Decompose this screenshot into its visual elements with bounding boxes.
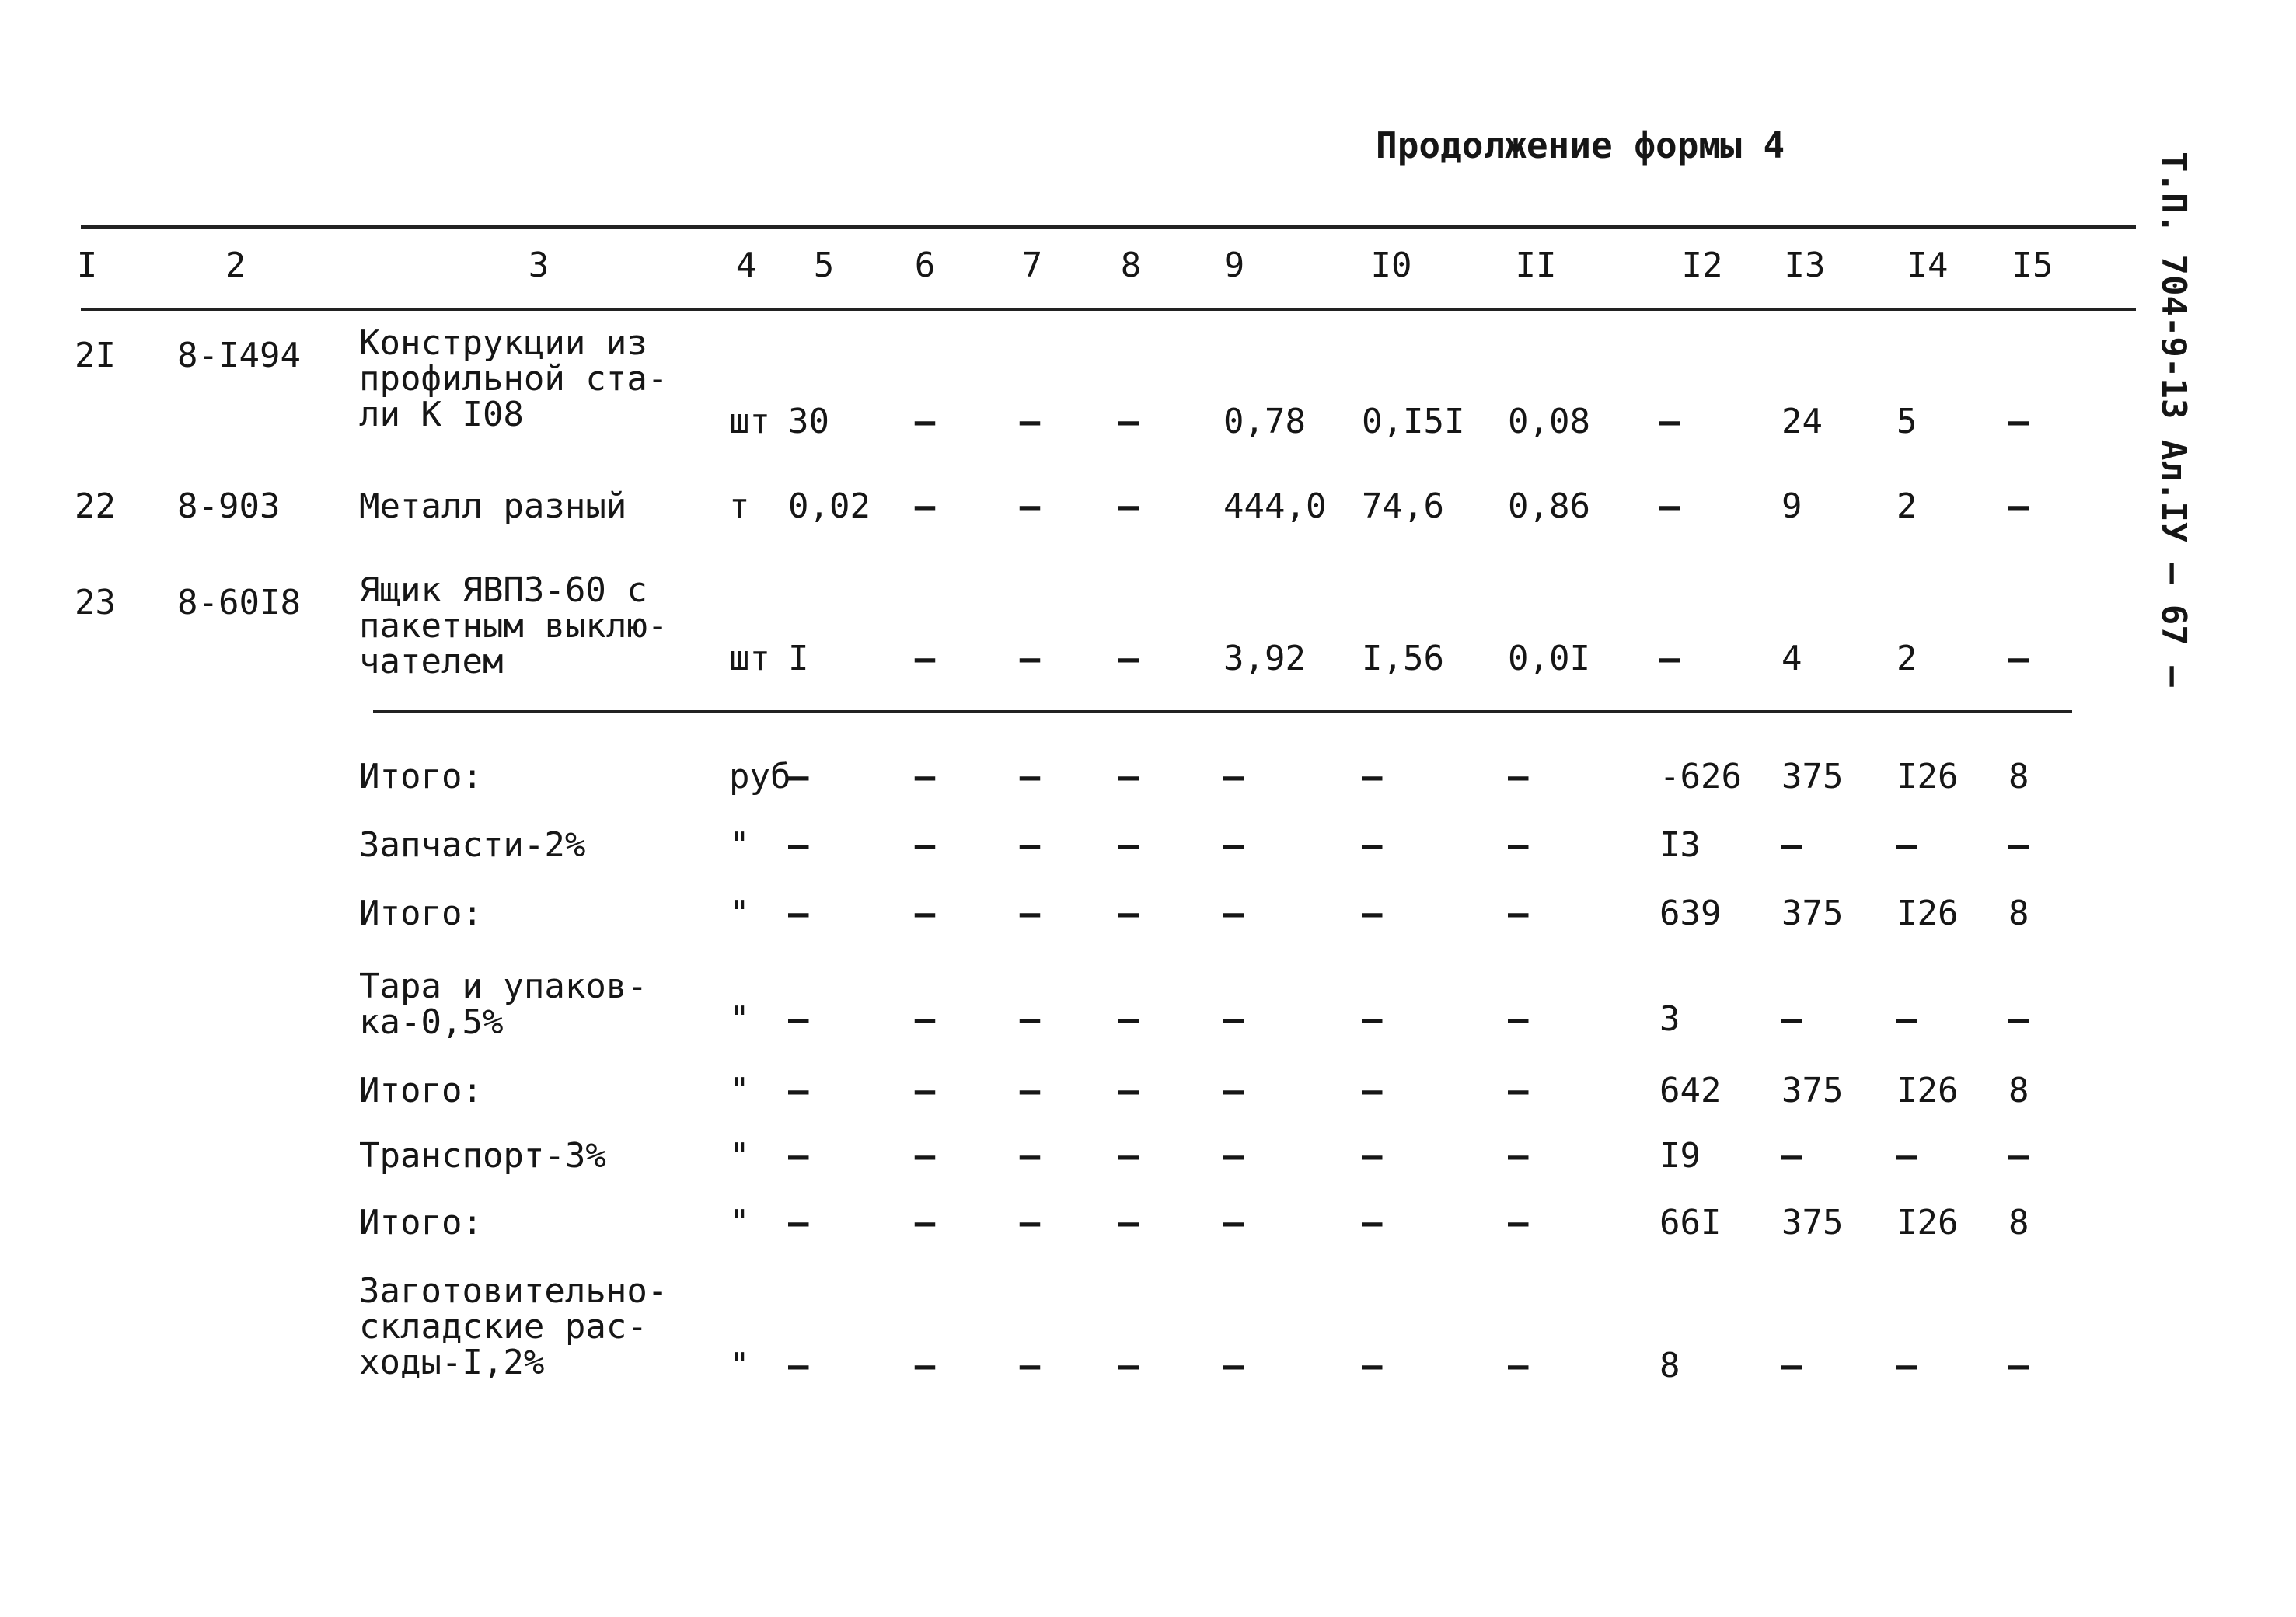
table-cell: – [788,1136,809,1176]
table-cell: 2 [1896,639,1917,678]
table-cell: – [1223,825,1244,865]
table-cell: руб [729,757,791,796]
table-cell: " [729,1136,750,1176]
table-cell: I26 [1896,1071,1959,1110]
table-cell: – [1019,757,1041,796]
table-cell: – [1223,1136,1244,1176]
row-description: Транспорт-3% [359,1136,606,1176]
table-cell: 642 [1659,1071,1722,1110]
column-header: I [76,246,98,285]
table-cell: " [729,1346,750,1385]
table-cell: 0,86 [1508,486,1590,526]
table-cell: т [729,486,750,526]
table-cell: – [1362,1346,1383,1385]
row-description: Итого: [359,894,483,933]
table-cell: 639 [1659,894,1722,933]
table-cell: – [788,999,809,1039]
table-cell: – [1223,894,1244,933]
table-cell: I,56 [1362,639,1444,678]
table-cell: – [1019,402,1041,441]
table-cell: – [1223,1071,1244,1110]
table-cell: 375 [1781,1203,1844,1242]
table-cell: – [914,1136,936,1176]
table-cell: " [729,894,750,933]
table-cell: " [729,999,750,1039]
table-cell: 8 [2008,757,2029,796]
column-header: 7 [1021,246,1043,285]
table-cell: – [1118,639,1139,678]
row-description: Ящик ЯВПЗ-60 с пакетным выклю- чателем [359,570,668,681]
table-cell: – [1362,1203,1383,1242]
table-cell: – [788,825,809,865]
table-cell: 8 [2008,894,2029,933]
table-cell: шт [729,402,770,441]
table-cell: I [788,639,809,678]
table-cell: – [1019,1203,1041,1242]
table-cell: – [1019,1346,1041,1385]
table-cell: – [914,402,936,441]
table-cell: – [1118,825,1139,865]
column-header: I3 [1784,246,1826,285]
row-code: 8-903 [177,486,281,526]
table-cell: – [1362,999,1383,1039]
table-cell: 0,78 [1223,402,1306,441]
table-cell: – [1118,1136,1139,1176]
table-cell: 8 [2008,1203,2029,1242]
table-cell: – [1362,1136,1383,1176]
table-cell: 30 [788,402,829,441]
table-cell: – [1508,757,1529,796]
table-cell: – [1508,825,1529,865]
table-cell: – [914,825,936,865]
table-cell: – [914,894,936,933]
table-cell: " [729,825,750,865]
table-cell: – [1508,1136,1529,1176]
table-cell: – [2008,1346,2029,1385]
table-cell: 66I [1659,1203,1722,1242]
table-cell: 375 [1781,894,1844,933]
table-cell: – [2008,1136,2029,1176]
table-cell: – [1362,1071,1383,1110]
table-cell: – [1118,757,1139,796]
table-cell: – [1362,825,1383,865]
table-cell: – [1118,402,1139,441]
table-cell: – [914,639,936,678]
row-description: Итого: [359,1071,483,1110]
items-separator-rule [373,710,2072,713]
table-cell: – [1118,1346,1139,1385]
table-cell: – [1118,486,1139,526]
column-header: 4 [735,246,757,285]
table-cell: 4 [1781,639,1802,678]
table-cell: – [1118,1071,1139,1110]
document-side-code: Т.П. 704-9-13 Ал.IУ — 67 — [2154,152,2193,687]
table-cell: 375 [1781,1071,1844,1110]
table-cell: – [1223,757,1244,796]
table-cell: – [1223,1346,1244,1385]
table-cell: – [1508,1071,1529,1110]
table-cell: – [1508,1346,1529,1385]
table-cell: – [788,894,809,933]
table-cell: – [1118,1203,1139,1242]
table-cell: – [1019,999,1041,1039]
header-bottom-rule [81,308,2136,311]
column-header: 3 [528,246,550,285]
table-cell: – [788,757,809,796]
column-header: I5 [2012,246,2053,285]
table-cell: – [1896,825,1917,865]
row-description: Заготовительно- складские рас- ходы-I,2% [359,1271,668,1382]
column-header: 9 [1223,246,1245,285]
table-cell: – [1019,1136,1041,1176]
table-cell: – [1019,1071,1041,1110]
column-header: II [1515,246,1557,285]
table-cell: – [2008,825,2029,865]
row-code: 8-60I8 [177,583,301,622]
table-cell: – [1508,894,1529,933]
table-cell: – [1659,486,1680,526]
column-header: 5 [813,246,835,285]
table-cell: 24 [1781,402,1823,441]
table-cell: I9 [1659,1136,1701,1176]
table-cell: 74,6 [1362,486,1444,526]
table-cell: – [1019,486,1041,526]
table-cell: – [788,1071,809,1110]
table-top-rule [81,225,2136,229]
table-cell: – [1118,999,1139,1039]
table-cell: – [914,1071,936,1110]
table-cell: 0,02 [788,486,871,526]
table-cell: I3 [1659,825,1701,865]
table-cell: – [2008,486,2029,526]
table-cell: – [914,757,936,796]
table-cell: 375 [1781,757,1844,796]
table-cell: – [914,486,936,526]
table-cell: – [1223,1203,1244,1242]
table-cell: 444,0 [1223,486,1327,526]
table-cell: -626 [1659,757,1742,796]
table-cell: – [1508,999,1529,1039]
table-cell: – [1896,1136,1917,1176]
column-header: 6 [914,246,936,285]
table-cell: – [1781,1136,1802,1176]
table-cell: " [729,1203,750,1242]
table-cell: – [1781,825,1802,865]
table-cell: " [729,1071,750,1110]
table-cell: – [1118,894,1139,933]
column-header: 2 [225,246,246,285]
table-cell: – [788,1346,809,1385]
table-cell: 0,I5I [1362,402,1465,441]
table-cell: – [1362,757,1383,796]
row-description: Итого: [359,757,483,796]
table-cell: – [2008,999,2029,1039]
row-number: 2I [75,336,116,375]
column-header: I0 [1370,246,1412,285]
table-cell: 8 [1659,1346,1680,1385]
table-cell: – [1781,999,1802,1039]
table-cell: шт [729,639,770,678]
column-header: I4 [1907,246,1949,285]
row-description: Тара и упаков- ка-0,5% [359,967,647,1042]
row-description: Запчасти-2% [359,825,586,865]
table-cell: – [914,1346,936,1385]
table-cell: – [788,1203,809,1242]
table-cell: 2 [1896,486,1917,526]
row-description: Конструкции из профильной ста- ли К I08 [359,323,668,434]
table-cell: 9 [1781,486,1802,526]
form-continuation-title: Продолжение формы 4 [1376,124,1785,166]
table-cell: – [1223,999,1244,1039]
table-cell: – [1659,639,1680,678]
table-cell: 8 [2008,1071,2029,1110]
table-cell: 3,92 [1223,639,1306,678]
row-number: 22 [75,486,116,526]
table-cell: – [1896,999,1917,1039]
row-number: 23 [75,583,116,622]
table-cell: – [1362,894,1383,933]
table-cell: 3 [1659,999,1680,1039]
table-cell: 0,0I [1508,639,1590,678]
row-code: 8-I494 [177,336,301,375]
table-cell: – [1019,894,1041,933]
row-description: Металл разный [359,486,627,526]
table-cell: I26 [1896,757,1959,796]
table-cell: – [1019,639,1041,678]
table-cell: – [1659,402,1680,441]
table-cell: – [914,999,936,1039]
table-cell: – [2008,639,2029,678]
table-cell: – [1781,1346,1802,1385]
table-cell: I26 [1896,1203,1959,1242]
table-cell: 0,08 [1508,402,1590,441]
table-cell: – [914,1203,936,1242]
table-cell: – [1508,1203,1529,1242]
table-cell: I26 [1896,894,1959,933]
table-cell: – [1019,825,1041,865]
table-cell: 5 [1896,402,1917,441]
column-header: I2 [1681,246,1723,285]
row-description: Итого: [359,1203,483,1242]
column-header: 8 [1120,246,1142,285]
table-cell: – [2008,402,2029,441]
table-cell: – [1896,1346,1917,1385]
